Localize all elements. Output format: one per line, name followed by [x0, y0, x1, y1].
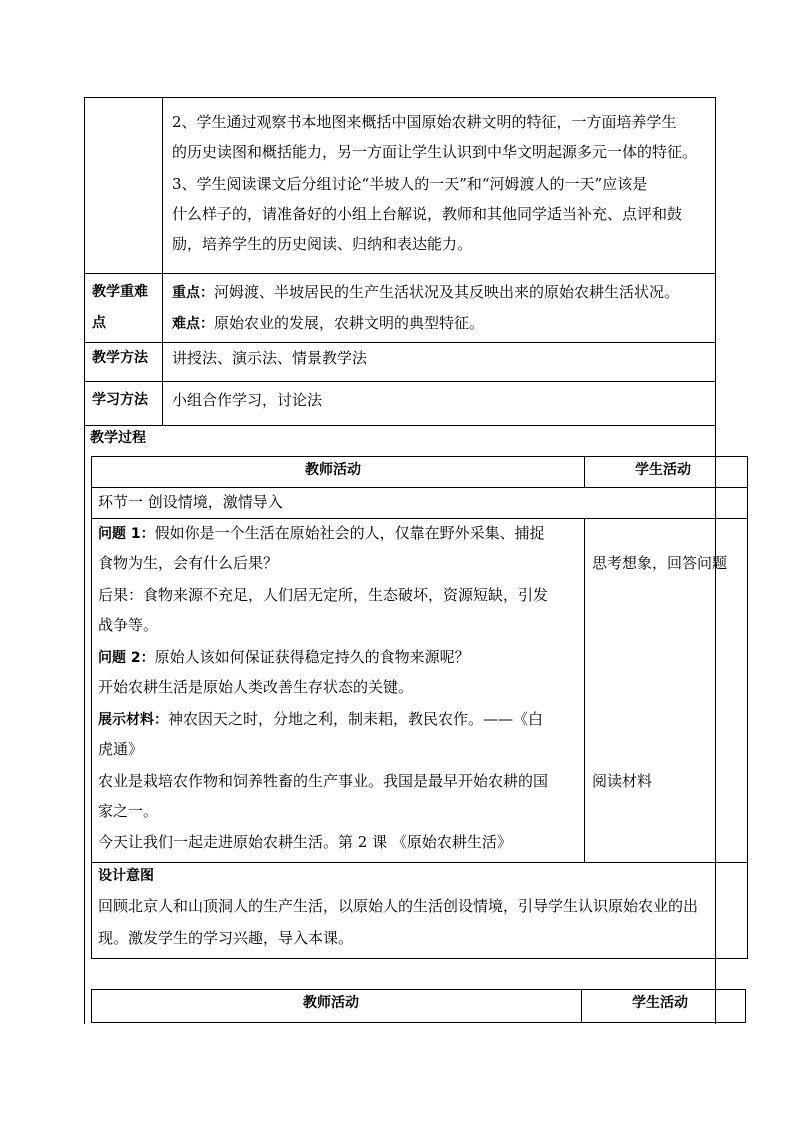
question-1-cont: 食物为生，会有什么后果？	[98, 554, 279, 572]
lesson-intro: 今天让我们一起走进原始农耕生活。第 2 课 《原始农耕生活》	[98, 833, 512, 851]
key-point-line	[172, 282, 679, 303]
difficult-point-label: 难点：	[172, 316, 214, 332]
answer-1: 后果：食物来源不充足，人们居无定所，生态破坏，资源短缺，引发	[98, 586, 549, 604]
row-divider-keypoints	[84, 342, 716, 343]
row-divider-objectives	[84, 273, 716, 274]
material-text: 神农因天之时，分地之利，制耒耜，教民农作。——《白	[168, 710, 544, 728]
next-student-header: 学生活动	[632, 995, 688, 1011]
student-activity-read: 阅读材料	[592, 772, 653, 790]
material	[98, 709, 543, 730]
objective-text-line: 3、学生阅读课文后分组讨论“半坡人的一天”和“河姆渡人的一天”应该是	[172, 175, 648, 193]
key-point-text: 河姆渡、半坡居民的生产生活状况及其反映出来的原始农耕生活状况。	[214, 283, 680, 301]
question-2-label: 问题 2：	[98, 650, 155, 666]
student-activity-think: 思考想象，回答问题	[592, 554, 728, 572]
objective-text-line: 励，培养学生的历史阅读、归纳和表达能力。	[172, 235, 473, 253]
design-intent-text: 回顾北京人和山顶洞人的生产生活，以原始人的生活创设情境，引导学生认识原始农业的出	[98, 897, 699, 915]
student-activity-header: 学生活动	[635, 462, 691, 478]
answer-1-cont: 战争等。	[98, 616, 159, 634]
question-1-label: 问题 1：	[98, 526, 155, 542]
learning-method-text: 小组合作学习，讨论法	[172, 391, 323, 409]
material-cont: 虎通》	[98, 740, 144, 758]
key-point-label: 重点：	[172, 285, 214, 301]
outer-left-border	[84, 97, 85, 1024]
activity-design-divider	[91, 862, 748, 863]
design-intent-label: 设计意图	[98, 868, 154, 884]
design-intent-text-cont: 现。激发学生的学习兴趣，导入本课。	[98, 929, 354, 947]
learning-method-label: 学习方法	[92, 392, 148, 408]
activity-header-divider	[91, 487, 748, 488]
section-heading: 环节一 创设情境，激情导入	[98, 493, 283, 511]
row-divider-method	[84, 381, 716, 382]
row-divider-learning	[84, 425, 716, 426]
difficult-point-text: 原始农业的发展，农耕文明的典型特征。	[214, 314, 485, 332]
objective-text-line: 的历史读图和概括能力，另一方面让学生认识到中华文明起源多元一体的特征。	[172, 143, 698, 161]
key-points-label-cont: 点	[92, 315, 106, 331]
material-label: 展示材料：	[98, 712, 168, 728]
label-column-divider	[162, 97, 163, 425]
question-1	[98, 523, 545, 544]
activity-column-divider-header	[584, 456, 585, 488]
teacher-activity-header: 教师活动	[305, 462, 361, 478]
difficult-point-line	[172, 313, 484, 334]
agriculture-text: 农业是栽培农作物和饲养牲畜的生产事业。我国是最早开始农耕的国	[98, 772, 549, 790]
activity-section-divider	[91, 518, 748, 519]
activity-column-divider-body	[584, 518, 585, 862]
agriculture-text-cont: 家之一。	[98, 802, 159, 820]
outer-top-border	[84, 97, 716, 98]
question-2	[98, 647, 470, 668]
teaching-method-text: 讲授法、演示法、情景教学法	[172, 349, 368, 367]
objective-text-line: 什么样子的，请准备好的小组上台解说，教师和其他同学适当补充、点评和鼓	[172, 205, 683, 223]
question-2-text: 原始人该如何保证获得稳定持久的食物来源呢？	[154, 648, 470, 666]
process-title: 教学过程	[90, 430, 146, 446]
question-1-text: 假如你是一个生活在原始社会的人，仅靠在野外采集、捕捉	[154, 524, 545, 542]
key-points-label: 教学重难	[92, 284, 148, 300]
next-teacher-header: 教师活动	[303, 995, 359, 1011]
objective-text-line: 2、学生通过观察书本地图来概括中国原始农耕文明的特征，一方面培养学生	[172, 113, 677, 131]
next-table-column-divider	[581, 989, 582, 1023]
teaching-method-label: 教学方法	[92, 350, 148, 366]
answer-2: 开始农耕生活是原始人类改善生存状态的关键。	[98, 678, 414, 696]
